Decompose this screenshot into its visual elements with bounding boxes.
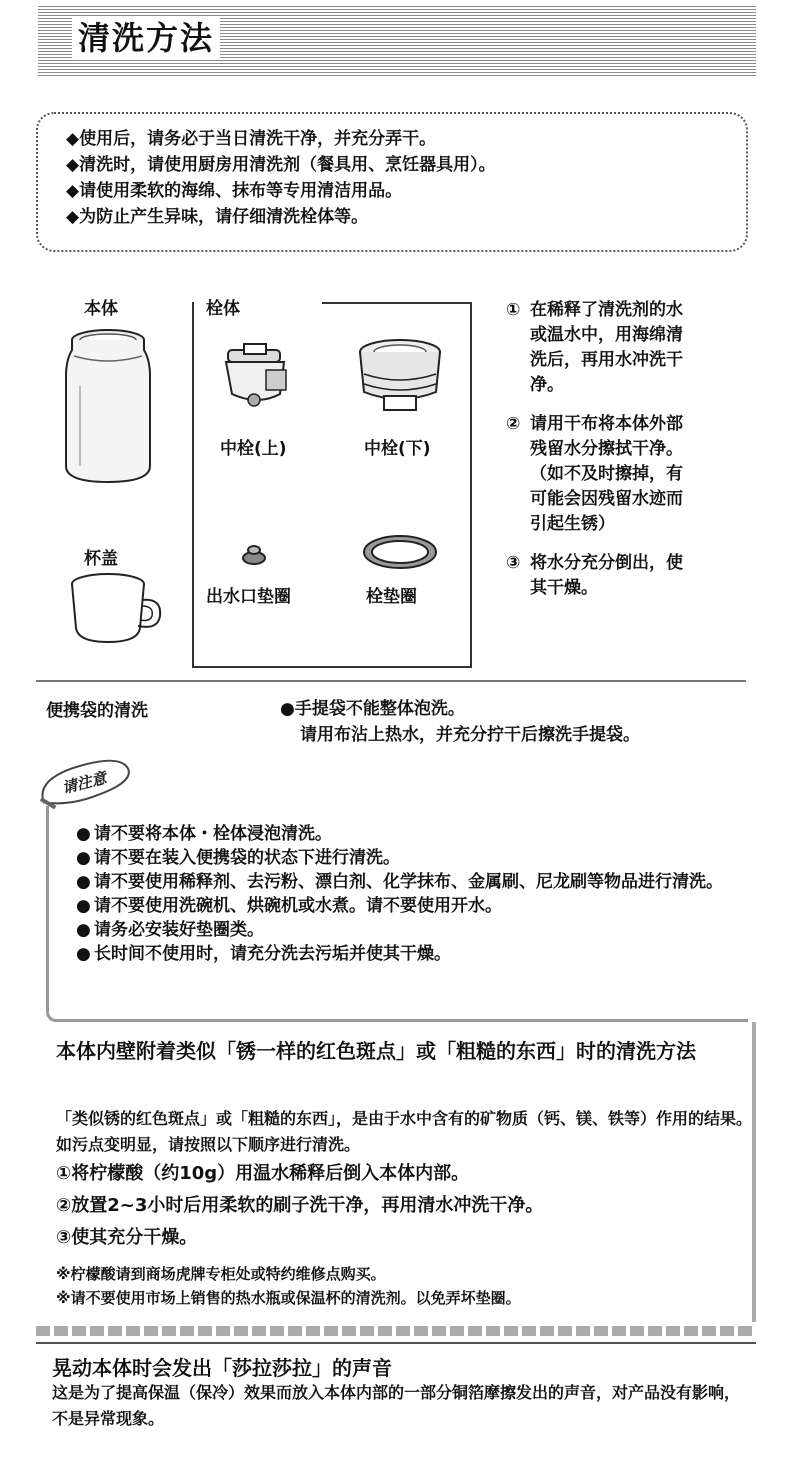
caution-item: ● 长时间不使用时，请充分洗去污垢并使其干燥。 [76,944,451,964]
bottle-body-illustration [60,326,156,486]
step-item [506,551,766,601]
shake-sound-title: 晃动本体时会发出「莎拉莎拉」的声音 [52,1356,392,1380]
step-text: 将水分充分倒出，使 其干燥。 [530,553,683,598]
caution-tag-text: 请注意 [60,768,109,798]
dashed-divider [36,1326,756,1336]
spout-gasket-label: 出水口垫圈 [206,587,291,607]
caution-item: ● 请务必安装好垫圈类。 [76,920,264,940]
middle-plug-lower-label: 中栓(下) [364,439,431,459]
step-number: ② [506,414,521,434]
body-label: 本体 [84,299,118,319]
notice-line: ◆清洗时，请使用厨房用清洗剂（餐具用、烹饪器具用）。 [66,155,496,175]
plug-gasket-label: 栓垫圈 [366,587,417,607]
notice-line: ◆使用后，请务必于当日清洗干净，并充分弄干。 [66,129,437,149]
red-spots-step-2: ②放置2~3小时后用柔软的刷子洗干净，再用清水冲洗干净。 [56,1195,544,1216]
red-spots-note-1: ※柠檬酸请到商场虎牌专柜处或特约维修点购买。 [56,1265,386,1283]
bag-line-2: 请用布沾上热水，并充分拧干后擦洗手提袋。 [300,725,640,745]
red-spots-step-1: ①将柠檬酸（约10g）用温水稀释后倒入本体内部。 [56,1163,470,1184]
red-spots-section [46,1022,756,1322]
step-text: 请用干布将本体外部 残留水分擦拭干净。 （如不及时擦掉，有 可能会因残留水迹而 引起生锈） [530,414,683,534]
bag-section-text [280,696,640,748]
red-spots-step-3: ③使其充分干燥。 [56,1227,198,1248]
red-spots-body: 「类似锈的红色斑点」或「粗糙的东西」，是由于水中含有的矿物质（钙、镁、铁等）作用的结果。如污点变明显，请按照以下顺序进行清洗。 [56,1109,753,1154]
step-number: ③ [506,553,521,573]
bag-line-1: ●手提袋不能整体泡洗。 [280,699,465,719]
plug-label: 栓体 [206,299,240,319]
notice-line: ◆请使用柔软的海绵、抹布等专用清洁用品。 [66,181,403,201]
caution-item: ● 请不要使用稀释剂、去污粉、漂白剂、化学抹布、金属刷、尼龙刷等物品进行清洗。 [76,872,723,892]
plug-gasket-illustration [360,530,440,574]
caution-item: ● 请不要在装入便携袋的状态下进行清洗。 [76,848,400,868]
shake-sound-body: 这是为了提高保温（保冷）效果而放入本体内部的一部分铜箔摩擦发出的声音，对产品没有影响，不是异常现象。 [52,1383,741,1428]
cleaning-steps [506,298,766,615]
spout-gasket-illustration [240,540,268,568]
title-band [38,4,756,76]
step-item [506,298,766,398]
middle-plug-upper-illustration [218,340,298,416]
step-number: ① [506,300,521,320]
red-spots-title: 本体内壁附着类似「锈一样的红色斑点」或「粗糙的东西」时的清洗方法 [56,1039,696,1063]
divider [36,1342,756,1344]
red-spots-note-2: ※请不要使用市场上销售的热水瓶或保温杯的清洗剂。以免弄坏垫圈。 [56,1289,521,1307]
step-item [506,412,766,537]
notice-line: ◆为防止产生异味，请仔细清洗栓体等。 [66,207,369,227]
caution-list [76,822,756,966]
middle-plug-lower-illustration [354,334,446,418]
notice-box [36,112,748,252]
cup-label: 杯盖 [84,549,118,569]
step-text: 在稀释了清洗剂的水 或温水中，用海绵清 洗后，再用水冲洗干 净。 [530,300,683,395]
caution-item: ● 请不要将本体・栓体浸泡清洗。 [76,824,332,844]
middle-plug-upper-label: 中栓(上) [220,439,287,459]
divider [36,680,746,682]
page-title: 清洗方法 [72,16,220,60]
caution-item: ● 请不要使用洗碗机、烘碗机或水煮。请不要使用开水。 [76,896,502,916]
bag-section-title: 便携袋的清洗 [46,701,148,721]
cup-illustration [66,570,166,650]
